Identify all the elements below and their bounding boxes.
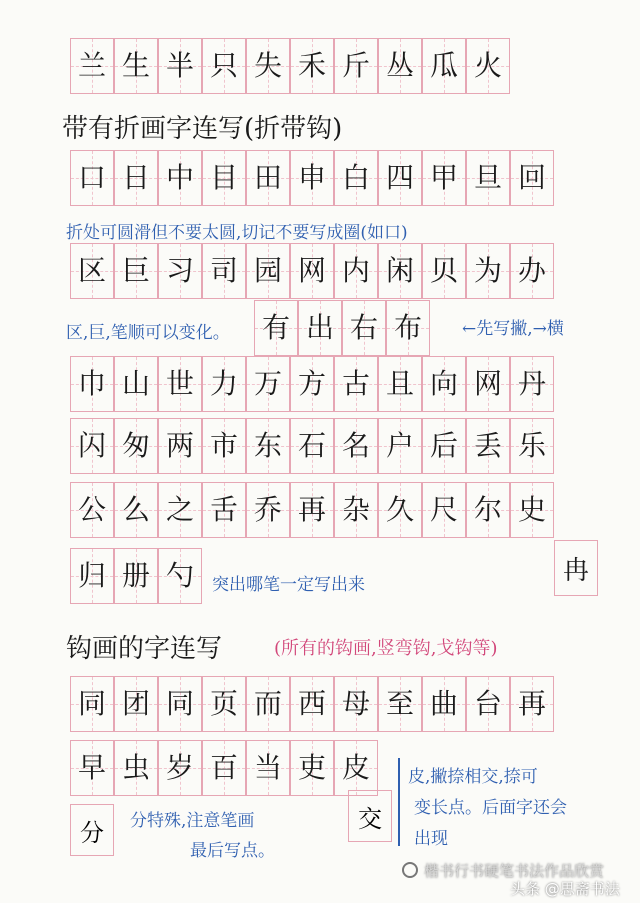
character-cell [246,356,290,412]
character-cell [246,38,290,94]
character-cell [290,482,334,538]
character-cell [334,676,378,732]
character-cell [298,300,342,356]
character-glyph: 西 [297,687,326,720]
character-glyph: 百 [209,751,238,784]
character-row-9 [70,740,378,796]
character-cell [70,740,114,796]
character-glyph: 岁 [165,751,194,784]
character-cell [70,38,114,94]
character-cell [510,150,554,206]
character-cell [246,676,290,732]
character-glyph: 目 [209,161,238,194]
character-cell [246,740,290,796]
character-cell [510,418,554,474]
character-row-7 [70,548,202,604]
character-glyph: 匆 [121,429,150,462]
note-pi-1: 皮,撇捺相交,捺可 [408,767,538,787]
character-glyph: 至 [385,687,414,720]
character-glyph: 丹 [517,367,546,400]
character-glyph: 之 [165,493,194,526]
character-glyph: 中 [165,161,194,194]
character-cell [202,676,246,732]
note-pi-3: 出现 [414,829,448,849]
character-glyph: 再 [297,493,326,526]
section-heading-hook: 钩画的字连写 [66,634,223,664]
character-glyph: 习 [165,254,194,287]
character-glyph: 乐 [517,429,546,462]
character-glyph: 乔 [253,493,282,526]
character-cell [378,356,422,412]
character-cell [290,740,334,796]
character-glyph: 禾 [297,49,326,82]
character-cell [466,482,510,538]
character-glyph: 丢 [473,429,502,462]
character-glyph: 瓜 [429,49,458,82]
character-glyph: 贝 [429,254,458,287]
character-cell [114,356,158,412]
character-glyph: 力 [209,367,238,400]
character-cell [246,482,290,538]
note-stroke-order: 区,巨,笔顺可以变化。 [66,323,230,343]
character-cell [510,243,554,299]
character-glyph: 母 [341,687,370,720]
character-cell [510,356,554,412]
character-cell [378,482,422,538]
character-glyph: 失 [253,49,282,82]
note-pie-heng: ←先写撇,→横 [462,319,564,339]
character-row-5 [70,418,554,474]
character-glyph: 丛 [385,49,414,82]
character-cell [246,418,290,474]
character-glyph: 斤 [341,49,370,82]
character-cell [202,356,246,412]
character-glyph: 出 [305,311,334,344]
character-glyph: 公 [77,493,106,526]
character-cell [290,418,334,474]
character-glyph: 巾 [77,367,106,400]
note-fen-2: 最后写点。 [190,841,275,861]
character-row-6 [70,482,554,538]
character-cell [378,38,422,94]
character-cell [114,740,158,796]
character-glyph: 虫 [121,751,150,784]
character-cell [510,482,554,538]
character-row-3b [254,300,430,356]
character-glyph: 区 [77,254,106,287]
character-cell [466,418,510,474]
note-hook-types: (所有的钩画,竖弯钩,戈钩等) [274,638,498,659]
character-cell [334,740,378,796]
character-glyph: 白 [341,161,370,194]
character-glyph: 火 [473,49,502,82]
character-glyph: 山 [121,367,150,400]
character-cell [202,150,246,206]
character-cell [422,482,466,538]
character-cell [70,676,114,732]
character-cell [422,150,466,206]
character-cell [422,418,466,474]
character-glyph: 办 [517,254,546,287]
character-glyph: 两 [165,429,194,462]
character-glyph: 申 [297,161,326,194]
character-cell [158,243,202,299]
character-cell [290,38,334,94]
character-cell [378,418,422,474]
character-cell [202,38,246,94]
character-glyph: 后 [429,429,458,462]
character-glyph: 回 [517,161,546,194]
character-glyph: 闪 [77,429,106,462]
character-glyph: 杂 [341,493,370,526]
character-glyph: 同 [165,687,194,720]
character-glyph: 司 [209,254,238,287]
character-glyph: 尔 [473,493,502,526]
character-cell-extra: 冉 [554,540,598,596]
character-cell [334,482,378,538]
character-cell [158,740,202,796]
character-cell [114,548,158,604]
character-glyph: 勺 [165,559,194,592]
character-glyph: 网 [473,367,502,400]
character-glyph: 旦 [473,161,502,194]
bracket-mark [398,758,400,846]
character-glyph: 舌 [209,493,238,526]
character-glyph: 册 [121,559,150,592]
character-glyph: 园 [253,254,282,287]
character-cell [70,356,114,412]
character-cell [378,676,422,732]
character-glyph: 方 [297,367,326,400]
character-cell [290,676,334,732]
character-glyph: 久 [385,493,414,526]
character-cell [246,150,290,206]
character-glyph: 半 [165,49,194,82]
character-glyph: 甲 [429,161,458,194]
character-glyph: 四 [385,161,414,194]
character-glyph: 有 [261,311,290,344]
character-glyph: 皮 [341,751,370,784]
character-cell [114,243,158,299]
character-cell [114,418,158,474]
character-cell [114,38,158,94]
character-cell [158,482,202,538]
character-glyph: 史 [517,493,546,526]
character-glyph: 吏 [297,751,326,784]
character-glyph: 田 [253,161,282,194]
section-heading-fold: 带有折画字连写(折带钩) [62,114,343,144]
watermark-author: 头条 @思斋书法 [510,880,620,898]
character-glyph: 万 [253,367,282,400]
character-row-4 [70,356,554,412]
character-cell [466,150,510,206]
character-cell [114,150,158,206]
character-glyph: 口 [77,161,106,194]
character-cell [510,676,554,732]
character-glyph: 归 [77,559,106,592]
character-cell [158,418,202,474]
character-glyph: 石 [297,429,326,462]
character-cell [70,548,114,604]
character-cell [386,300,430,356]
watermark-source: 楷书行书硬笔书法作品欣赏 [424,862,605,880]
character-cell [422,243,466,299]
note-pi-2: 变长点。后面字还会 [414,798,567,818]
character-row-1 [70,38,510,94]
character-glyph: 网 [297,254,326,287]
character-cell [466,38,510,94]
character-glyph: 同 [77,687,106,720]
character-cell-jiao: 交 [348,790,392,842]
character-cell [202,243,246,299]
character-glyph: 当 [253,751,282,784]
character-cell [334,243,378,299]
character-cell [334,356,378,412]
character-glyph: 再 [517,687,546,720]
character-cell-fen: 分 [70,804,114,856]
character-cell [334,418,378,474]
character-cell [158,676,202,732]
character-glyph: 向 [429,367,458,400]
character-cell [114,482,158,538]
character-glyph: 日 [121,161,150,194]
watermark-logo-icon [402,862,418,878]
character-cell [378,150,422,206]
character-glyph: 为 [473,254,502,287]
character-glyph: 户 [385,429,414,462]
character-cell [202,740,246,796]
character-cell [466,356,510,412]
character-glyph: 内 [341,254,370,287]
character-cell [202,418,246,474]
character-glyph: 页 [209,687,238,720]
character-row-2 [70,150,554,206]
character-cell [70,150,114,206]
character-glyph: 只 [209,49,238,82]
character-glyph: 早 [77,751,106,784]
character-glyph: 且 [385,367,414,400]
character-glyph: 东 [253,429,282,462]
character-glyph: 生 [121,49,150,82]
character-cell [334,150,378,206]
note-fold-round: 折处可圆滑但不要太圆,切记不要写成圈(如口) [66,223,408,243]
character-glyph: 世 [165,367,194,400]
character-cell [158,356,202,412]
character-cell [70,482,114,538]
character-cell [246,243,290,299]
character-cell [202,482,246,538]
character-glyph: 古 [341,367,370,400]
character-cell [158,548,202,604]
character-cell [290,150,334,206]
character-glyph: 么 [121,493,150,526]
character-cell [254,300,298,356]
character-cell [70,243,114,299]
character-row-8 [70,676,554,732]
character-cell [158,38,202,94]
character-cell [378,243,422,299]
character-glyph: 闲 [385,254,414,287]
character-cell [342,300,386,356]
character-cell [466,243,510,299]
character-row-3 [70,243,554,299]
note-fen-1: 分特殊,注意笔画 [130,811,255,831]
note-highlight-stroke: 突出哪笔一定写出来 [212,575,365,595]
character-glyph: 右 [349,311,378,344]
character-cell [158,150,202,206]
character-cell [290,243,334,299]
character-glyph: 布 [393,311,422,344]
character-cell [422,356,466,412]
character-glyph: 团 [121,687,150,720]
character-glyph: 兰 [77,49,106,82]
character-glyph: 台 [473,687,502,720]
character-glyph: 名 [341,429,370,462]
character-cell [114,676,158,732]
character-glyph: 巨 [121,254,150,287]
character-cell [466,676,510,732]
character-glyph: 而 [253,687,282,720]
character-cell [422,38,466,94]
character-cell [290,356,334,412]
character-cell [422,676,466,732]
character-glyph: 市 [209,429,238,462]
character-cell [70,418,114,474]
character-glyph: 曲 [429,687,458,720]
character-cell [334,38,378,94]
character-glyph: 尺 [429,493,458,526]
